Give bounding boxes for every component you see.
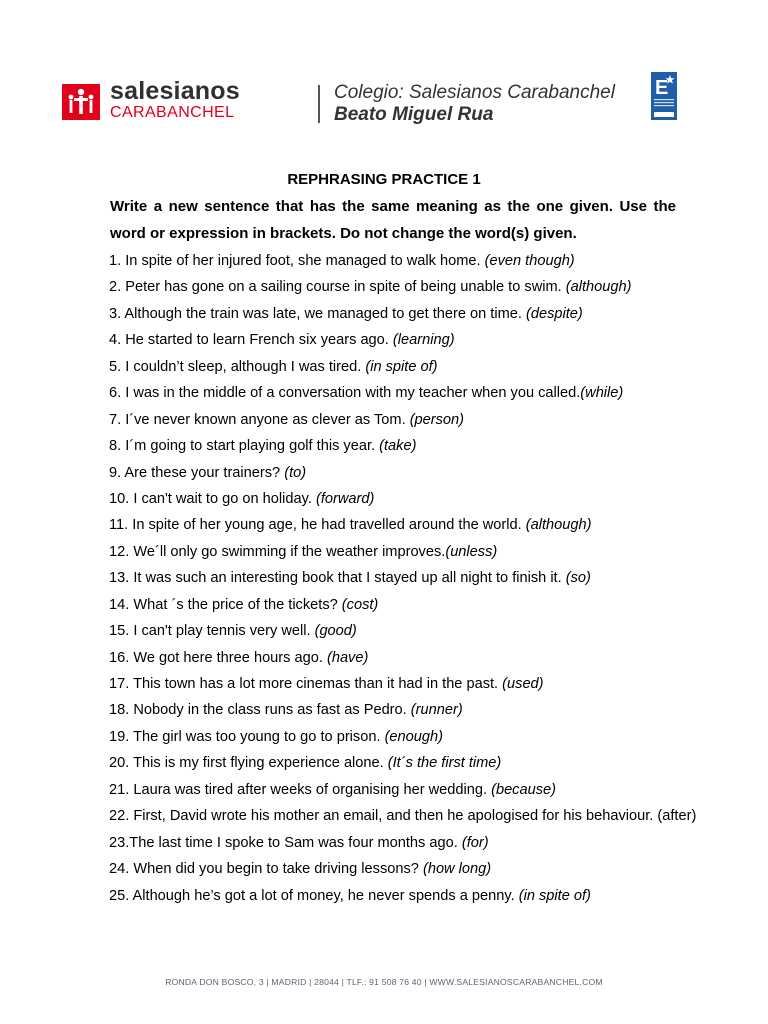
exercise-item: 8. I´m going to start playing golf this year. (take) bbox=[109, 438, 417, 455]
exercise-hint: (good) bbox=[314, 623, 357, 640]
exercise-hint: (enough) bbox=[384, 728, 443, 745]
exercise-hint: (although) bbox=[565, 279, 632, 296]
exercise-item: 10. I can't wait to go on holiday. (forward) bbox=[109, 490, 375, 507]
page-header bbox=[0, 0, 768, 140]
exercise-item: 19. The girl was too young to go to prison. (enough) bbox=[109, 728, 443, 745]
worksheet-title: REPHRASING PRACTICE 1 bbox=[287, 171, 481, 188]
exercise-item: 21. Laura was tired after weeks of organising her wedding. (because) bbox=[109, 781, 556, 798]
salesianos-logo-icon bbox=[62, 84, 100, 120]
exercise-item: 4. He started to learn French six years ago. (learning) bbox=[109, 332, 455, 349]
exercise-item: 20. This is my first flying experience alone. (It´s the first time) bbox=[109, 755, 502, 772]
exercise-hint: (unless) bbox=[445, 543, 498, 560]
exercise-item: 7. I´ve never known anyone as clever as Tom. (person) bbox=[109, 411, 465, 428]
header-divider bbox=[318, 85, 320, 123]
exercise-list bbox=[109, 251, 749, 912]
exercise-hint: (cost) bbox=[341, 596, 379, 613]
exercise-item: 14. What ´s the price of the tickets? (cost) bbox=[109, 596, 379, 613]
brand-subtitle: CARABANCHEL bbox=[110, 104, 235, 121]
exercise-hint: (It´s the first time) bbox=[387, 755, 502, 772]
exercise-item: 24. When did you begin to take driving lessons? (how long) bbox=[109, 861, 492, 878]
exercise-item: 3. Although the train was late, we managed to get there on time. (despite) bbox=[109, 305, 583, 322]
exercise-hint: (in spite of) bbox=[518, 887, 591, 904]
exercise-hint: (for) bbox=[461, 834, 489, 851]
exercise-item: 11. In spite of her young age, he had travelled around the world. (although) bbox=[109, 517, 592, 534]
exercise-hint: (in spite of) bbox=[365, 358, 438, 375]
quality-badge-icon bbox=[651, 72, 677, 120]
exercise-item: 15. I can't play tennis very well. (good) bbox=[109, 623, 357, 640]
exercise-hint: (while) bbox=[580, 385, 624, 402]
instructions-line-1: Write a new sentence that has the same meaning as the one given. Use the bbox=[110, 198, 676, 215]
exercise-hint: (so) bbox=[565, 570, 591, 587]
exercise-hint: (forward) bbox=[315, 490, 375, 507]
svg-text:E: E bbox=[655, 77, 669, 99]
exercise-item: 1. In spite of her injured foot, she managed to walk home. (even though) bbox=[109, 253, 575, 269]
instructions-line-2: word or expression in brackets. Do not change the word(s) given. bbox=[110, 225, 577, 242]
exercise-hint: (how long) bbox=[422, 861, 492, 878]
exercise-item: 25. Although he’s got a lot of money, he never spends a penny. (in spite of) bbox=[109, 887, 591, 904]
school-name: Colegio: Salesianos Carabanchel bbox=[334, 82, 615, 103]
exercise-item: 22. First, David wrote his mother an email, and then he apologised for his behaviour. (after) bbox=[109, 808, 697, 825]
exercise-hint: (although) bbox=[525, 517, 592, 534]
exercise-hint: (because) bbox=[491, 781, 556, 798]
exercise-item: 17. This town has a lot more cinemas than it had in the past. (used) bbox=[109, 676, 544, 692]
exercise-hint: (person) bbox=[409, 411, 465, 428]
exercise-hint: (used) bbox=[502, 676, 544, 692]
exercise-hint: (have) bbox=[326, 649, 369, 666]
exercise-hint: (even though) bbox=[484, 253, 575, 269]
exercise-item: 9. Are these your trainers? (to) bbox=[109, 464, 307, 481]
exercise-item: 13. It was such an interesting book that I stayed up all night to finish it. (so) bbox=[109, 570, 591, 587]
exercise-hint: (take) bbox=[379, 438, 417, 455]
exercise-hint: (despite) bbox=[526, 305, 583, 322]
page-footer: RONDA DON BOSCO, 3 | MADRID | 28044 | TLF.: 91 508 76 40 | WWW.SALESIANOSCARABANCHEL.COM bbox=[165, 977, 603, 987]
school-subname: Beato Miguel Rua bbox=[334, 104, 494, 125]
exercise-item: 18. Nobody in the class runs as fast as Pedro. (runner) bbox=[109, 702, 463, 719]
exercise-item: 16. We got here three hours ago. (have) bbox=[109, 649, 369, 666]
exercise-item: 6. I was in the middle of a conversation with my teacher when you called.(while) bbox=[109, 385, 624, 402]
exercise-item: 2. Peter has gone on a sailing course in spite of being unable to swim. (although) bbox=[109, 279, 632, 296]
exercise-item: 12. We´ll only go swimming if the weather improves.(unless) bbox=[109, 543, 498, 560]
brand-name: salesianos bbox=[110, 77, 240, 105]
exercise-hint: (to) bbox=[284, 464, 307, 481]
exercise-hint: (runner) bbox=[410, 702, 463, 719]
exercise-hint: (learning) bbox=[392, 332, 455, 349]
exercise-item: 23.The last time I spoke to Sam was four months ago. (for) bbox=[109, 834, 489, 851]
exercise-item: 5. I couldn’t sleep, although I was tired. (in spite of) bbox=[109, 358, 438, 375]
